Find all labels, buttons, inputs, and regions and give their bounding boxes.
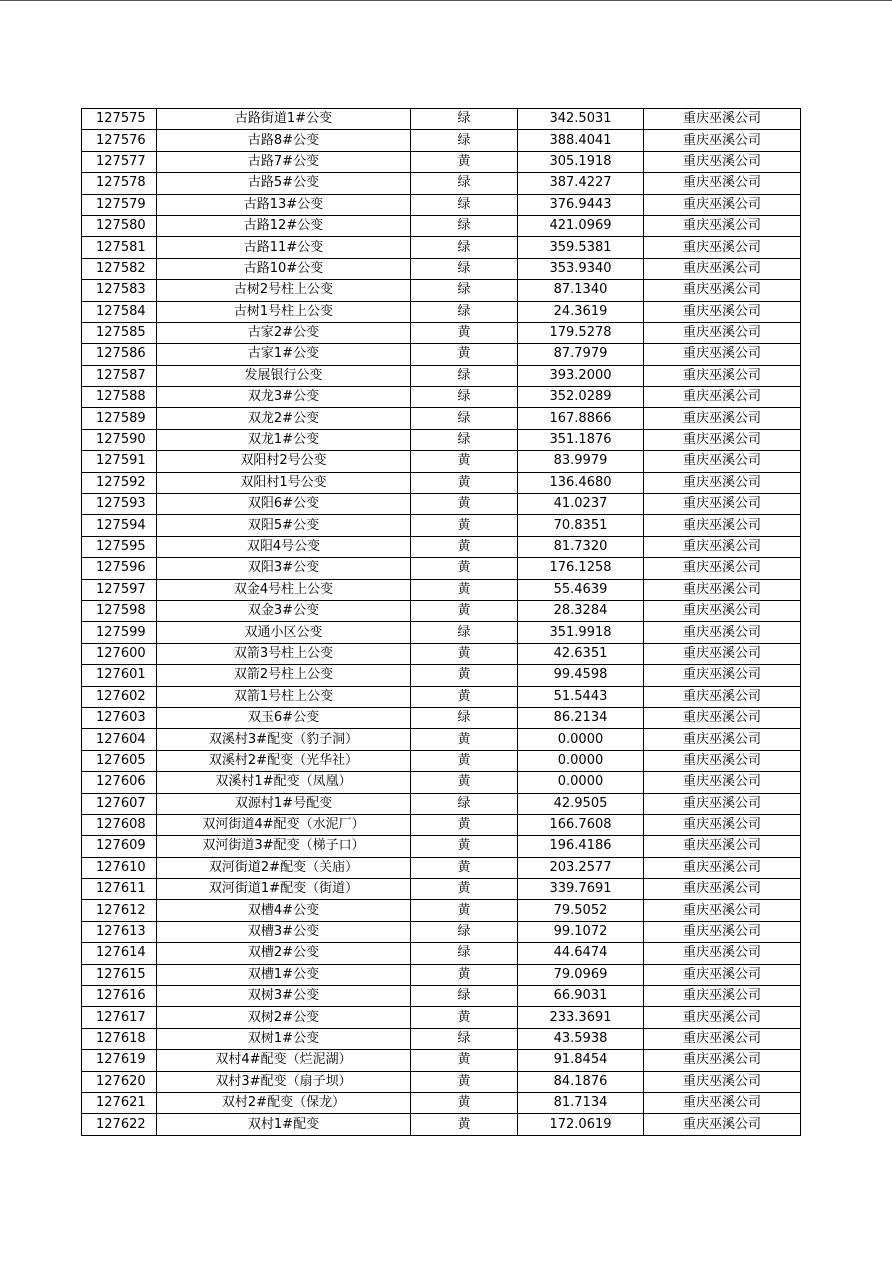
transformer-name-cell: 古家1#公变 bbox=[157, 344, 411, 365]
company-cell: 重庆巫溪公司 bbox=[644, 879, 801, 900]
table-row bbox=[82, 1092, 801, 1113]
transformer-name-cell: 双阳5#公变 bbox=[157, 515, 411, 536]
status-cell: 黄 bbox=[411, 900, 518, 921]
status-cell: 黄 bbox=[411, 857, 518, 878]
company-cell: 重庆巫溪公司 bbox=[644, 1028, 801, 1049]
company-cell: 重庆巫溪公司 bbox=[644, 365, 801, 386]
company-cell: 重庆巫溪公司 bbox=[644, 429, 801, 450]
transformer-name-cell: 双箭1号柱上公变 bbox=[157, 686, 411, 707]
status-cell: 绿 bbox=[411, 237, 518, 258]
company-cell: 重庆巫溪公司 bbox=[644, 857, 801, 878]
company-cell: 重庆巫溪公司 bbox=[644, 387, 801, 408]
row-id-cell: 127597 bbox=[82, 579, 157, 600]
value-cell: 233.3691 bbox=[518, 1007, 644, 1028]
value-cell: 87.1340 bbox=[518, 280, 644, 301]
table-row bbox=[82, 1050, 801, 1071]
row-id-cell: 127609 bbox=[82, 836, 157, 857]
status-cell: 黄 bbox=[411, 772, 518, 793]
value-cell: 387.4227 bbox=[518, 173, 644, 194]
value-cell: 351.9918 bbox=[518, 622, 644, 643]
status-cell: 黄 bbox=[411, 665, 518, 686]
table-row bbox=[82, 686, 801, 707]
row-id-cell: 127591 bbox=[82, 451, 157, 472]
transformer-name-cell: 古家2#公变 bbox=[157, 322, 411, 343]
value-cell: 24.3619 bbox=[518, 301, 644, 322]
transformer-name-cell: 双阳6#公变 bbox=[157, 494, 411, 515]
value-cell: 99.4598 bbox=[518, 665, 644, 686]
status-cell: 绿 bbox=[411, 1028, 518, 1049]
value-cell: 179.5278 bbox=[518, 322, 644, 343]
value-cell: 203.2577 bbox=[518, 857, 644, 878]
status-cell: 绿 bbox=[411, 215, 518, 236]
page-top-border bbox=[0, 0, 892, 1]
table-row bbox=[82, 879, 801, 900]
value-cell: 351.1876 bbox=[518, 429, 644, 450]
company-cell: 重庆巫溪公司 bbox=[644, 943, 801, 964]
value-cell: 167.8866 bbox=[518, 408, 644, 429]
value-cell: 42.9505 bbox=[518, 793, 644, 814]
status-cell: 黄 bbox=[411, 536, 518, 557]
data-table bbox=[81, 108, 801, 1136]
company-cell: 重庆巫溪公司 bbox=[644, 964, 801, 985]
company-cell: 重庆巫溪公司 bbox=[644, 130, 801, 151]
table-row bbox=[82, 600, 801, 621]
table-row bbox=[82, 921, 801, 942]
transformer-name-cell: 双河街道4#配变（水泥厂） bbox=[157, 814, 411, 835]
row-id-cell: 127593 bbox=[82, 494, 157, 515]
row-id-cell: 127621 bbox=[82, 1092, 157, 1113]
table-row bbox=[82, 943, 801, 964]
value-cell: 66.9031 bbox=[518, 986, 644, 1007]
transformer-name-cell: 古路7#公变 bbox=[157, 151, 411, 172]
transformer-name-cell: 双阳村1号公变 bbox=[157, 472, 411, 493]
row-id-cell: 127602 bbox=[82, 686, 157, 707]
status-cell: 黄 bbox=[411, 814, 518, 835]
transformer-name-cell: 双村3#配变（扇子坝） bbox=[157, 1071, 411, 1092]
company-cell: 重庆巫溪公司 bbox=[644, 322, 801, 343]
status-cell: 黄 bbox=[411, 729, 518, 750]
table-row bbox=[82, 173, 801, 194]
value-cell: 166.7608 bbox=[518, 814, 644, 835]
value-cell: 176.1258 bbox=[518, 558, 644, 579]
transformer-name-cell: 双槽4#公变 bbox=[157, 900, 411, 921]
company-cell: 重庆巫溪公司 bbox=[644, 643, 801, 664]
row-id-cell: 127588 bbox=[82, 387, 157, 408]
company-cell: 重庆巫溪公司 bbox=[644, 280, 801, 301]
value-cell: 87.7979 bbox=[518, 344, 644, 365]
transformer-name-cell: 古树2号柱上公变 bbox=[157, 280, 411, 301]
transformer-name-cell: 双溪村2#配变（光华社） bbox=[157, 750, 411, 771]
status-cell: 黄 bbox=[411, 322, 518, 343]
company-cell: 重庆巫溪公司 bbox=[644, 772, 801, 793]
row-id-cell: 127576 bbox=[82, 130, 157, 151]
company-cell: 重庆巫溪公司 bbox=[644, 814, 801, 835]
table-row bbox=[82, 964, 801, 985]
table-row bbox=[82, 194, 801, 215]
row-id-cell: 127620 bbox=[82, 1071, 157, 1092]
transformer-name-cell: 双龙3#公变 bbox=[157, 387, 411, 408]
transformer-name-cell: 双金4号柱上公变 bbox=[157, 579, 411, 600]
value-cell: 55.4639 bbox=[518, 579, 644, 600]
table-row bbox=[82, 472, 801, 493]
row-id-cell: 127595 bbox=[82, 536, 157, 557]
value-cell: 352.0289 bbox=[518, 387, 644, 408]
table-row bbox=[82, 579, 801, 600]
status-cell: 绿 bbox=[411, 194, 518, 215]
value-cell: 0.0000 bbox=[518, 729, 644, 750]
value-cell: 353.9340 bbox=[518, 258, 644, 279]
company-cell: 重庆巫溪公司 bbox=[644, 515, 801, 536]
status-cell: 绿 bbox=[411, 258, 518, 279]
transformer-name-cell: 双龙2#公变 bbox=[157, 408, 411, 429]
status-cell: 黄 bbox=[411, 686, 518, 707]
status-cell: 绿 bbox=[411, 429, 518, 450]
row-id-cell: 127601 bbox=[82, 665, 157, 686]
transformer-name-cell: 双溪村3#配变（豹子洞） bbox=[157, 729, 411, 750]
value-cell: 388.4041 bbox=[518, 130, 644, 151]
table-row bbox=[82, 237, 801, 258]
row-id-cell: 127584 bbox=[82, 301, 157, 322]
transformer-name-cell: 双树3#公变 bbox=[157, 986, 411, 1007]
row-id-cell: 127583 bbox=[82, 280, 157, 301]
status-cell: 黄 bbox=[411, 879, 518, 900]
row-id-cell: 127577 bbox=[82, 151, 157, 172]
company-cell: 重庆巫溪公司 bbox=[644, 686, 801, 707]
row-id-cell: 127614 bbox=[82, 943, 157, 964]
table-row bbox=[82, 558, 801, 579]
company-cell: 重庆巫溪公司 bbox=[644, 1114, 801, 1135]
company-cell: 重庆巫溪公司 bbox=[644, 793, 801, 814]
transformer-name-cell: 双树2#公变 bbox=[157, 1007, 411, 1028]
status-cell: 绿 bbox=[411, 280, 518, 301]
company-cell: 重庆巫溪公司 bbox=[644, 109, 801, 130]
table-row bbox=[82, 130, 801, 151]
row-id-cell: 127619 bbox=[82, 1050, 157, 1071]
table-row bbox=[82, 1114, 801, 1135]
table-row bbox=[82, 836, 801, 857]
transformer-name-cell: 双阳村2号公变 bbox=[157, 451, 411, 472]
table-row bbox=[82, 857, 801, 878]
row-id-cell: 127586 bbox=[82, 344, 157, 365]
row-id-cell: 127617 bbox=[82, 1007, 157, 1028]
status-cell: 绿 bbox=[411, 793, 518, 814]
transformer-name-cell: 双阳3#公变 bbox=[157, 558, 411, 579]
transformer-name-cell: 双龙1#公变 bbox=[157, 429, 411, 450]
row-id-cell: 127594 bbox=[82, 515, 157, 536]
status-cell: 黄 bbox=[411, 1092, 518, 1113]
value-cell: 0.0000 bbox=[518, 772, 644, 793]
row-id-cell: 127608 bbox=[82, 814, 157, 835]
transformer-name-cell: 古路8#公变 bbox=[157, 130, 411, 151]
row-id-cell: 127587 bbox=[82, 365, 157, 386]
status-cell: 绿 bbox=[411, 921, 518, 942]
row-id-cell: 127599 bbox=[82, 622, 157, 643]
row-id-cell: 127592 bbox=[82, 472, 157, 493]
status-cell: 绿 bbox=[411, 707, 518, 728]
status-cell: 绿 bbox=[411, 365, 518, 386]
row-id-cell: 127598 bbox=[82, 600, 157, 621]
table-row bbox=[82, 301, 801, 322]
company-cell: 重庆巫溪公司 bbox=[644, 622, 801, 643]
company-cell: 重庆巫溪公司 bbox=[644, 344, 801, 365]
row-id-cell: 127582 bbox=[82, 258, 157, 279]
company-cell: 重庆巫溪公司 bbox=[644, 258, 801, 279]
row-id-cell: 127610 bbox=[82, 857, 157, 878]
transformer-name-cell: 双箭3号柱上公变 bbox=[157, 643, 411, 664]
value-cell: 28.3284 bbox=[518, 600, 644, 621]
value-cell: 172.0619 bbox=[518, 1114, 644, 1135]
transformer-name-cell: 双村1#配变 bbox=[157, 1114, 411, 1135]
company-cell: 重庆巫溪公司 bbox=[644, 665, 801, 686]
transformer-name-cell: 双河街道2#配变（关庙） bbox=[157, 857, 411, 878]
status-cell: 绿 bbox=[411, 986, 518, 1007]
value-cell: 79.5052 bbox=[518, 900, 644, 921]
status-cell: 黄 bbox=[411, 600, 518, 621]
table-row bbox=[82, 280, 801, 301]
transformer-name-cell: 古路5#公变 bbox=[157, 173, 411, 194]
row-id-cell: 127600 bbox=[82, 643, 157, 664]
company-cell: 重庆巫溪公司 bbox=[644, 237, 801, 258]
row-id-cell: 127585 bbox=[82, 322, 157, 343]
transformer-name-cell: 双槽3#公变 bbox=[157, 921, 411, 942]
row-id-cell: 127581 bbox=[82, 237, 157, 258]
table-row bbox=[82, 622, 801, 643]
value-cell: 83.9979 bbox=[518, 451, 644, 472]
value-cell: 81.7320 bbox=[518, 536, 644, 557]
transformer-name-cell: 双村4#配变（烂泥湖） bbox=[157, 1050, 411, 1071]
row-id-cell: 127622 bbox=[82, 1114, 157, 1135]
company-cell: 重庆巫溪公司 bbox=[644, 1071, 801, 1092]
company-cell: 重庆巫溪公司 bbox=[644, 986, 801, 1007]
status-cell: 黄 bbox=[411, 579, 518, 600]
table-row bbox=[82, 344, 801, 365]
table-row bbox=[82, 515, 801, 536]
status-cell: 黄 bbox=[411, 964, 518, 985]
table-row bbox=[82, 750, 801, 771]
status-cell: 绿 bbox=[411, 301, 518, 322]
status-cell: 绿 bbox=[411, 173, 518, 194]
value-cell: 339.7691 bbox=[518, 879, 644, 900]
table-row bbox=[82, 451, 801, 472]
company-cell: 重庆巫溪公司 bbox=[644, 215, 801, 236]
table-row bbox=[82, 814, 801, 835]
company-cell: 重庆巫溪公司 bbox=[644, 1007, 801, 1028]
value-cell: 81.7134 bbox=[518, 1092, 644, 1113]
table-row bbox=[82, 494, 801, 515]
table-row bbox=[82, 900, 801, 921]
value-cell: 0.0000 bbox=[518, 750, 644, 771]
value-cell: 70.8351 bbox=[518, 515, 644, 536]
status-cell: 黄 bbox=[411, 494, 518, 515]
transformer-name-cell: 双槽1#公变 bbox=[157, 964, 411, 985]
row-id-cell: 127615 bbox=[82, 964, 157, 985]
row-id-cell: 127579 bbox=[82, 194, 157, 215]
status-cell: 绿 bbox=[411, 109, 518, 130]
table-row bbox=[82, 258, 801, 279]
row-id-cell: 127589 bbox=[82, 408, 157, 429]
row-id-cell: 127596 bbox=[82, 558, 157, 579]
value-cell: 342.5031 bbox=[518, 109, 644, 130]
row-id-cell: 127603 bbox=[82, 707, 157, 728]
table-row bbox=[82, 729, 801, 750]
company-cell: 重庆巫溪公司 bbox=[644, 558, 801, 579]
row-id-cell: 127613 bbox=[82, 921, 157, 942]
transformer-name-cell: 古树1号柱上公变 bbox=[157, 301, 411, 322]
value-cell: 421.0969 bbox=[518, 215, 644, 236]
status-cell: 黄 bbox=[411, 558, 518, 579]
transformer-name-cell: 双槽2#公变 bbox=[157, 943, 411, 964]
value-cell: 86.2134 bbox=[518, 707, 644, 728]
value-cell: 136.4680 bbox=[518, 472, 644, 493]
value-cell: 305.1918 bbox=[518, 151, 644, 172]
row-id-cell: 127605 bbox=[82, 750, 157, 771]
transformer-name-cell: 古路11#公变 bbox=[157, 237, 411, 258]
row-id-cell: 127612 bbox=[82, 900, 157, 921]
company-cell: 重庆巫溪公司 bbox=[644, 408, 801, 429]
table-row bbox=[82, 707, 801, 728]
row-id-cell: 127616 bbox=[82, 986, 157, 1007]
status-cell: 绿 bbox=[411, 943, 518, 964]
transformer-name-cell: 古路10#公变 bbox=[157, 258, 411, 279]
company-cell: 重庆巫溪公司 bbox=[644, 900, 801, 921]
value-cell: 99.1072 bbox=[518, 921, 644, 942]
table-row bbox=[82, 387, 801, 408]
company-cell: 重庆巫溪公司 bbox=[644, 921, 801, 942]
row-id-cell: 127580 bbox=[82, 215, 157, 236]
status-cell: 黄 bbox=[411, 472, 518, 493]
company-cell: 重庆巫溪公司 bbox=[644, 151, 801, 172]
company-cell: 重庆巫溪公司 bbox=[644, 451, 801, 472]
value-cell: 196.4186 bbox=[518, 836, 644, 857]
table-row bbox=[82, 429, 801, 450]
table-row bbox=[82, 665, 801, 686]
transformer-name-cell: 古路街道1#公变 bbox=[157, 109, 411, 130]
status-cell: 黄 bbox=[411, 1071, 518, 1092]
status-cell: 黄 bbox=[411, 1114, 518, 1135]
value-cell: 376.9443 bbox=[518, 194, 644, 215]
table-row bbox=[82, 986, 801, 1007]
transformer-name-cell: 双树1#公变 bbox=[157, 1028, 411, 1049]
company-cell: 重庆巫溪公司 bbox=[644, 600, 801, 621]
value-cell: 51.5443 bbox=[518, 686, 644, 707]
transformer-name-cell: 双通小区公变 bbox=[157, 622, 411, 643]
status-cell: 绿 bbox=[411, 387, 518, 408]
transformer-name-cell: 双金3#公变 bbox=[157, 600, 411, 621]
value-cell: 359.5381 bbox=[518, 237, 644, 258]
value-cell: 42.6351 bbox=[518, 643, 644, 664]
status-cell: 绿 bbox=[411, 408, 518, 429]
company-cell: 重庆巫溪公司 bbox=[644, 494, 801, 515]
transformer-name-cell: 双玉6#公变 bbox=[157, 707, 411, 728]
value-cell: 41.0237 bbox=[518, 494, 644, 515]
transformer-name-cell: 古路13#公变 bbox=[157, 194, 411, 215]
company-cell: 重庆巫溪公司 bbox=[644, 750, 801, 771]
table-row bbox=[82, 1007, 801, 1028]
company-cell: 重庆巫溪公司 bbox=[644, 836, 801, 857]
table-row bbox=[82, 322, 801, 343]
transformer-name-cell: 双源村1#号配变 bbox=[157, 793, 411, 814]
value-cell: 44.6474 bbox=[518, 943, 644, 964]
transformer-name-cell: 双阳4号公变 bbox=[157, 536, 411, 557]
company-cell: 重庆巫溪公司 bbox=[644, 194, 801, 215]
value-cell: 43.5938 bbox=[518, 1028, 644, 1049]
table-row bbox=[82, 408, 801, 429]
transformer-name-cell: 双溪村1#配变（凤凰） bbox=[157, 772, 411, 793]
table-row bbox=[82, 365, 801, 386]
value-cell: 84.1876 bbox=[518, 1071, 644, 1092]
value-cell: 91.8454 bbox=[518, 1050, 644, 1071]
transformer-name-cell: 双河街道1#配变（街道） bbox=[157, 879, 411, 900]
table-row bbox=[82, 536, 801, 557]
company-cell: 重庆巫溪公司 bbox=[644, 729, 801, 750]
table-row bbox=[82, 215, 801, 236]
table-row bbox=[82, 793, 801, 814]
row-id-cell: 127578 bbox=[82, 173, 157, 194]
table-row bbox=[82, 109, 801, 130]
status-cell: 黄 bbox=[411, 515, 518, 536]
company-cell: 重庆巫溪公司 bbox=[644, 173, 801, 194]
transformer-name-cell: 发展银行公变 bbox=[157, 365, 411, 386]
status-cell: 黄 bbox=[411, 344, 518, 365]
table-body bbox=[82, 109, 801, 1136]
row-id-cell: 127575 bbox=[82, 109, 157, 130]
status-cell: 绿 bbox=[411, 622, 518, 643]
value-cell: 79.0969 bbox=[518, 964, 644, 985]
company-cell: 重庆巫溪公司 bbox=[644, 579, 801, 600]
table-row bbox=[82, 643, 801, 664]
company-cell: 重庆巫溪公司 bbox=[644, 301, 801, 322]
company-cell: 重庆巫溪公司 bbox=[644, 472, 801, 493]
status-cell: 黄 bbox=[411, 1007, 518, 1028]
transformer-name-cell: 双河街道3#配变（梯子口） bbox=[157, 836, 411, 857]
row-id-cell: 127607 bbox=[82, 793, 157, 814]
row-id-cell: 127606 bbox=[82, 772, 157, 793]
table-row bbox=[82, 1071, 801, 1092]
company-cell: 重庆巫溪公司 bbox=[644, 536, 801, 557]
value-cell: 393.2000 bbox=[518, 365, 644, 386]
status-cell: 黄 bbox=[411, 643, 518, 664]
table-row bbox=[82, 772, 801, 793]
table-row bbox=[82, 151, 801, 172]
status-cell: 黄 bbox=[411, 151, 518, 172]
status-cell: 绿 bbox=[411, 130, 518, 151]
status-cell: 黄 bbox=[411, 451, 518, 472]
company-cell: 重庆巫溪公司 bbox=[644, 707, 801, 728]
transformer-name-cell: 古路12#公变 bbox=[157, 215, 411, 236]
row-id-cell: 127618 bbox=[82, 1028, 157, 1049]
table-row bbox=[82, 1028, 801, 1049]
transformer-name-cell: 双箭2号柱上公变 bbox=[157, 665, 411, 686]
status-cell: 黄 bbox=[411, 1050, 518, 1071]
row-id-cell: 127590 bbox=[82, 429, 157, 450]
transformer-name-cell: 双村2#配变（保龙） bbox=[157, 1092, 411, 1113]
status-cell: 黄 bbox=[411, 836, 518, 857]
company-cell: 重庆巫溪公司 bbox=[644, 1050, 801, 1071]
company-cell: 重庆巫溪公司 bbox=[644, 1092, 801, 1113]
row-id-cell: 127611 bbox=[82, 879, 157, 900]
status-cell: 黄 bbox=[411, 750, 518, 771]
row-id-cell: 127604 bbox=[82, 729, 157, 750]
